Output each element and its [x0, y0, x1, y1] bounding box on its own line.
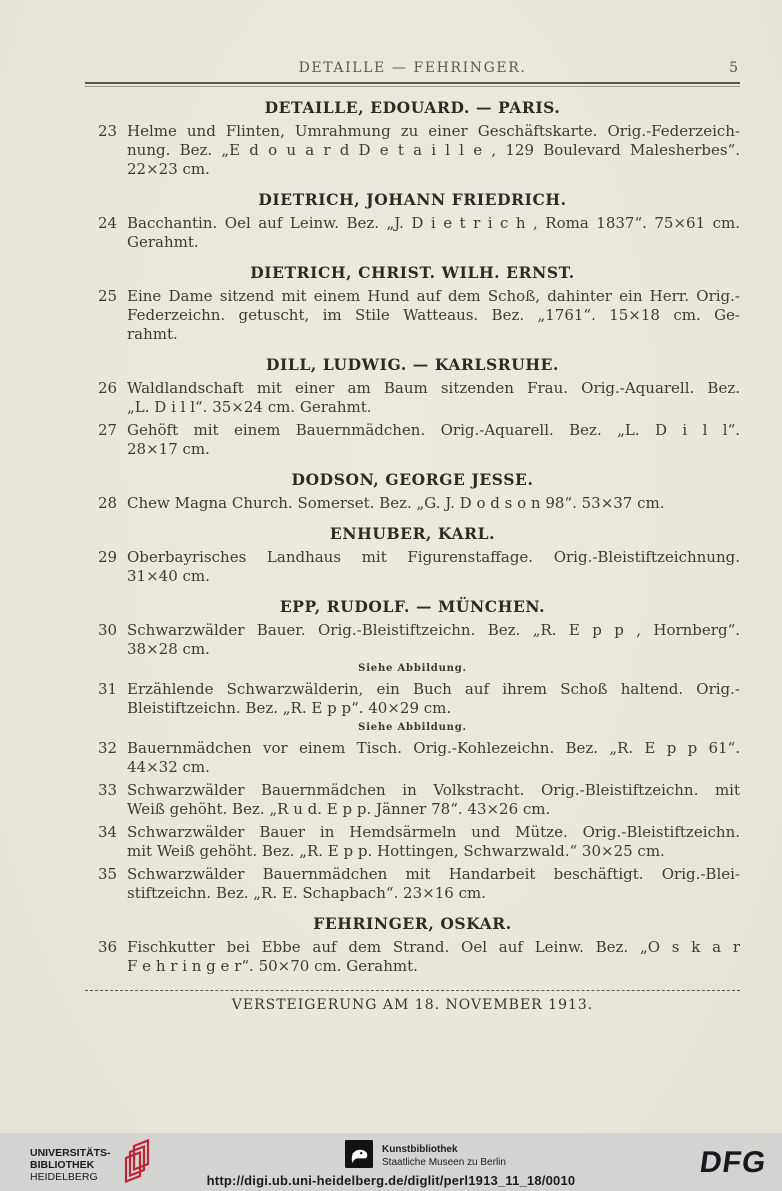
entry-text-line: Gerahmt. — [127, 233, 199, 251]
entry-text-line: 44×32 cm. — [127, 758, 210, 776]
entry-text-line: Gehöft mit einem Bauernmädchen. Orig.-Aquarell. Bez. „L. D i l l“. — [127, 421, 740, 439]
entry-text-line: 28×17 cm. — [127, 440, 210, 458]
page-body — [85, 0, 740, 1013]
partner-name: Kunstbibliothek — [382, 1144, 458, 1155]
entry-text — [127, 287, 740, 344]
catalog-entry — [85, 865, 740, 903]
entry-text — [127, 739, 740, 777]
entry-number: 24 — [98, 214, 118, 232]
entry-text-line: Schwarzwälder Bauer in Hemdsärmeln und Mütze. Orig.-Bleistiftzeichn. — [127, 823, 740, 841]
entry-text-line: Bacchantin. Oel auf Leinw. Bez. „J. D i e t r i c h , Roma 1837“. 75×61 cm. — [127, 214, 740, 232]
entry-text-line: stiftzeichn. Bez. „R. E. Schapbach“. 23×16 cm. — [127, 884, 486, 902]
section-heading: DILL, LUDWIG. — KARLSRUHE. — [265, 355, 560, 374]
catalog-entry — [85, 421, 740, 459]
entry-text-line: 38×28 cm. — [127, 640, 210, 658]
kunstbibliothek-label — [382, 1140, 506, 1169]
entry-number: 28 — [98, 494, 118, 512]
catalog-entry — [85, 938, 740, 976]
entry-number: 36 — [98, 938, 118, 956]
entry-text-line: Schwarzwälder Bauer. Orig.-Bleistiftzeichn. Bez. „R. E p p , Hornberg“. — [127, 621, 740, 639]
entry-text — [127, 421, 740, 459]
library-name-line2: BIBLIOTHEK — [30, 1159, 95, 1171]
entry-text — [127, 865, 740, 903]
catalog-entry — [85, 548, 740, 586]
entry-text-line: Eine Dame sitzend mit einem Hund auf dem Schoß, dahinter ein Herr. Orig.- — [127, 287, 740, 305]
entry-text — [127, 781, 740, 819]
entry-text-line: Bleistiftzeichn. Bez. „R. E p p“. 40×29 cm. — [127, 699, 452, 717]
entry-text-line: 22×23 cm. — [127, 160, 210, 178]
entry-text — [127, 680, 740, 718]
library-name-line3: HEIDELBERG — [30, 1171, 98, 1183]
header-rule — [85, 82, 740, 87]
entry-text-line: Helme und Flinten, Umrahmung zu einer Geschäftskarte. Orig.-Federzeich- — [127, 122, 740, 140]
entry-number: 27 — [98, 421, 118, 439]
entry-number: 32 — [98, 739, 118, 757]
entry-text-line: Schwarzwälder Bauernmädchen in Volkstracht. Orig.-Bleistiftzeichn. mit — [127, 781, 740, 799]
entry-text — [127, 938, 740, 976]
entry-number: 34 — [98, 823, 118, 841]
entry-text-line: Schwarzwälder Bauernmädchen mit Handarbeit beschäftigt. Orig.-Blei- — [127, 865, 740, 883]
entry-number: 29 — [98, 548, 118, 566]
entry-text-line: Erzählende Schwarzwälderin, ein Buch auf ihrem Schoß haltend. Orig.- — [127, 680, 740, 698]
entry-text-line: 31×40 cm. — [127, 567, 210, 585]
entry-text-line: Waldlandschaft mit einer am Baum sitzenden Frau. Orig.-Aquarell. Bez. — [127, 379, 740, 397]
catalog-entry — [85, 781, 740, 819]
entry-text-line: Oberbayrisches Landhaus mit Figurenstaffage. Orig.-Bleistiftzeichnung. — [127, 548, 740, 566]
section-heading: EPP, RUDOLF. — MÜNCHEN. — [279, 597, 546, 616]
digitization-url: http://digi.ub.uni-heidelberg.de/diglit/perl1913_11_18/0010 — [206, 1173, 576, 1188]
catalog-entry — [85, 494, 740, 513]
digitization-bar — [0, 1133, 782, 1191]
entry-text-line: nung. Bez. „E d o u a r d D e t a i l l e , 129 Boulevard Malesherbes“. — [127, 141, 740, 159]
entry-number: 35 — [98, 865, 118, 883]
catalog-entry — [85, 621, 740, 659]
see-figure-note: Siehe Abbildung. — [358, 722, 467, 733]
section-heading: DIETRICH, CHRIST. WILH. ERNST. — [250, 263, 575, 282]
partner-subtitle: Staatliche Museen zu Berlin — [382, 1157, 506, 1168]
entry-text — [127, 621, 740, 659]
page-number: 5 — [729, 60, 738, 76]
section-heading: DETAILLE, EDOUARD. — PARIS. — [264, 98, 561, 117]
kunstbibliothek-logo — [345, 1140, 506, 1169]
entry-text — [127, 823, 740, 861]
entry-number: 26 — [98, 379, 118, 397]
entry-text-line: Fischkutter bei Ebbe auf dem Strand. Oel auf Leinw. Bez. „O s k a r — [127, 938, 740, 956]
entry-number: 31 — [98, 680, 118, 698]
entry-text-line: rahmt. — [127, 325, 178, 343]
see-figure-note: Siehe Abbildung. — [358, 663, 467, 674]
catalog-entry — [85, 739, 740, 777]
entry-number: 23 — [98, 122, 118, 140]
catalog-listing — [85, 98, 740, 976]
dfg-logo: DFG — [697, 1146, 769, 1179]
entry-text-line: Bauernmädchen vor einem Tisch. Orig.-Kohlezeichn. Bez. „R. E p p 61“. — [127, 739, 740, 757]
entry-text-line: Federzeichn. getuscht, im Stile Watteaus. Bez. „1761“. 15×18 cm. Ge- — [127, 306, 740, 324]
entry-text-line: mit Weiß gehöht. Bez. „R. E p p. Hottingen, Schwarzwald.“ 30×25 cm. — [127, 842, 665, 860]
entry-text — [127, 548, 740, 586]
entry-text-line: Weiß gehöht. Bez. „R u d. E p p. Jänner 78“. 43×26 cm. — [127, 800, 551, 818]
entry-text — [127, 379, 740, 417]
entry-text — [127, 214, 740, 252]
running-head — [85, 60, 740, 76]
catalog-entry — [85, 680, 740, 718]
entry-text-line: F e h r i n g e r“. 50×70 cm. Gerahmt. — [127, 957, 418, 975]
eagle-icon — [345, 1140, 373, 1168]
section-heading: ENHUBER, KARL. — [329, 524, 496, 543]
entry-text-line: „L. D i l l“. 35×24 cm. Gerahmt. — [127, 398, 372, 416]
auction-date-note: VERSTEIGERUNG AM 18. NOVEMBER 1913. — [231, 997, 594, 1013]
catalog-entry — [85, 214, 740, 252]
entry-number: 33 — [98, 781, 118, 799]
entry-number: 25 — [98, 287, 118, 305]
footer-rule — [85, 990, 740, 991]
entry-text-line: Chew Magna Church. Somerset. Bez. „G. J. D o d s o n 98“. 53×37 cm. — [127, 494, 665, 512]
section-heading: DODSON, GEORGE JESSE. — [291, 470, 534, 489]
library-name-line1: UNIVERSITÄTS- — [30, 1147, 111, 1159]
section-heading: DIETRICH, JOHANN FRIEDRICH. — [258, 190, 567, 209]
running-head-title: DETAILLE — FEHRINGER. — [298, 60, 527, 76]
entry-text — [127, 494, 740, 513]
section-heading: FEHRINGER, OSKAR. — [313, 914, 512, 933]
entry-number: 30 — [98, 621, 118, 639]
entry-text — [127, 122, 740, 179]
catalog-entry — [85, 823, 740, 861]
catalog-entry — [85, 122, 740, 179]
catalog-entry — [85, 379, 740, 417]
catalog-entry — [85, 287, 740, 344]
